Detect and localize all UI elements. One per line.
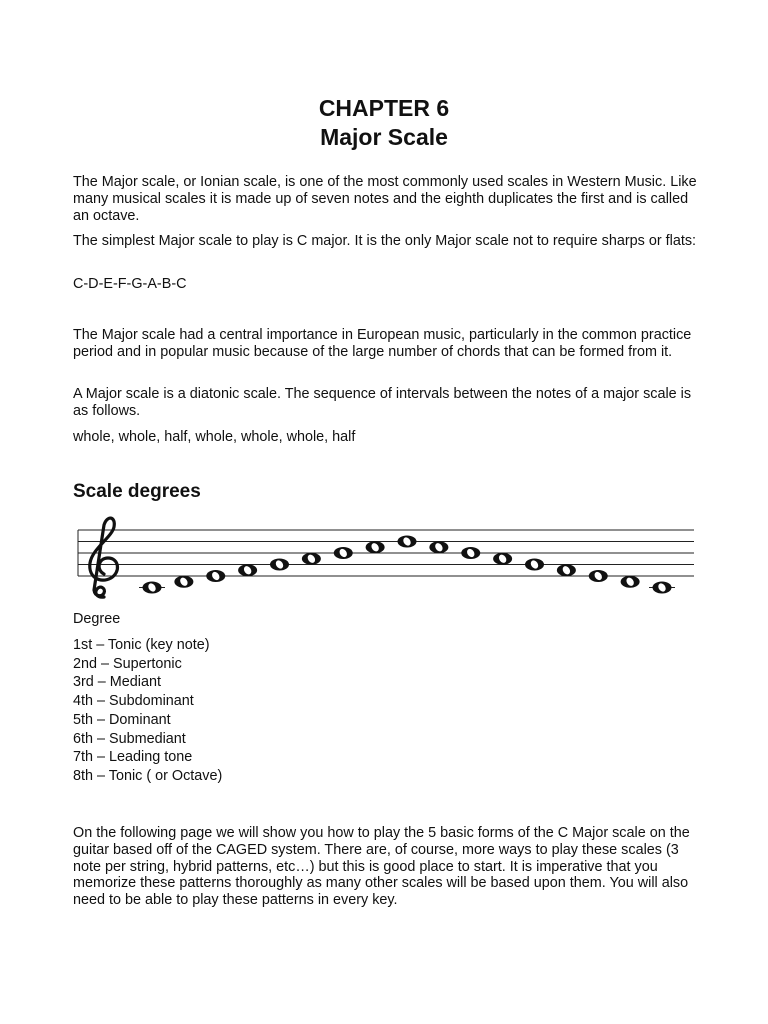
degree-item: 1st – Tonic (key note) <box>73 637 210 653</box>
whole-note <box>366 541 385 553</box>
whole-note <box>557 564 576 576</box>
whole-note <box>461 547 480 559</box>
whole-note <box>653 582 672 594</box>
degree-item: 3rd – Mediant <box>73 674 161 691</box>
scale-staff <box>0 505 768 605</box>
degree-item: 7th – Leading tone <box>73 749 193 766</box>
intro-paragraph: The Major scale, or Ionian scale, is one of the most commonly used scales in Western Music. Like many musical scales it is made up of seven notes and the eighth duplicates the first and is called an octave. <box>73 174 697 224</box>
whole-note <box>302 553 321 565</box>
degree-item: 4th – Subdominant <box>73 693 194 710</box>
c-major-paragraph: The simplest Major scale to play is C major. It is the only Major scale not to require sharps or flats: <box>73 233 697 249</box>
diatonic-paragraph: A Major scale is a diatonic scale. The sequence of intervals between the notes of a major scale is as follows. <box>73 386 692 419</box>
importance-paragraph: The Major scale had a central importance in European music, particularly in the common practice period and in popular music because of the large number of chords that can be formed from it. <box>73 327 692 360</box>
staff-lines <box>78 530 694 576</box>
whole-note <box>238 564 257 576</box>
scale-degrees-heading: Scale degrees <box>73 481 201 502</box>
interval-sequence: whole, whole, half, whole, whole, whole, half <box>73 429 356 445</box>
whole-note <box>429 541 448 553</box>
whole-note <box>334 547 353 559</box>
whole-note <box>174 576 193 588</box>
degree-list <box>73 636 222 786</box>
whole-note <box>621 576 640 588</box>
whole-note <box>589 570 608 582</box>
chapter-number: CHAPTER 6 <box>318 95 450 121</box>
closing-paragraph: On the following page we will show you how to play the 5 basic forms of the C Major scale on the guitar based off of the CAGED system. There are, of course, more ways to play these scales (3 note per string, hybrid patterns, etc…) but this is good place to start. It is imperative that you memorize these patterns thoroughly as many other scales will be based upon them. You will also need to be able to play these patterns in every key. <box>73 825 690 909</box>
c-major-notes: C-D-E-F-G-A-B-C <box>73 276 187 292</box>
degree-item: 5th – Dominant <box>73 711 171 728</box>
degree-item: 2nd – Supertonic <box>73 655 182 672</box>
whole-note <box>143 582 162 594</box>
degree-label: Degree <box>73 611 121 627</box>
degree-item: 6th – Submediant <box>73 730 186 747</box>
whole-note <box>270 559 289 571</box>
chapter-title: Major Scale <box>320 124 448 150</box>
chapter-heading <box>0 94 768 152</box>
whole-note <box>493 553 512 565</box>
degree-item: 8th – Tonic ( or Octave) <box>73 767 223 784</box>
whole-note <box>398 536 417 548</box>
whole-note <box>206 570 225 582</box>
whole-note <box>525 559 544 571</box>
staff-notation <box>0 505 768 605</box>
